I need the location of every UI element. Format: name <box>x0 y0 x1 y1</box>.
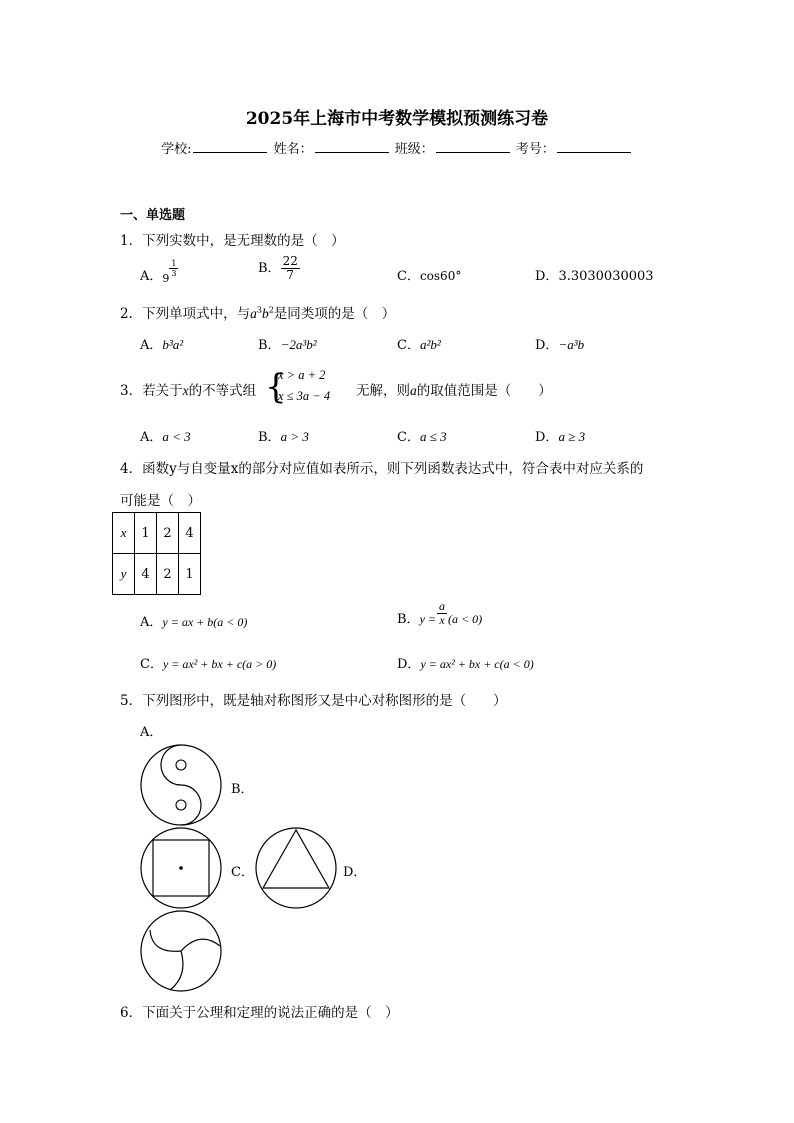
name-label: 姓名： <box>273 142 313 157</box>
q4-option-b[interactable] <box>397 600 482 627</box>
class-blank[interactable] <box>436 140 510 153</box>
q3-option-c[interactable] <box>397 426 447 445</box>
option-label: D． <box>535 338 559 353</box>
value-table <box>112 512 201 595</box>
q3-b-text: a > 3 <box>280 429 309 444</box>
q1-option-b[interactable] <box>258 255 300 282</box>
q4-d-text: y = ax² + bx + c(a < 0) <box>420 657 534 671</box>
q1-b-num: 22 <box>282 254 298 268</box>
q2-c-text: a²b² <box>419 337 441 352</box>
q5-option-b-label[interactable]: B． <box>231 782 254 797</box>
q3-stem-pre: 3．若关于 <box>120 383 183 399</box>
table-cell: 1 <box>135 513 157 554</box>
table-cell: 1 <box>179 554 201 595</box>
q1-b-den: 7 <box>286 268 295 282</box>
q3-stem-post2: 的取值范围是（ ） <box>416 383 552 399</box>
option-label: B． <box>258 261 281 276</box>
q5-option-a-label[interactable]: A． <box>140 725 163 740</box>
q2-option-b[interactable] <box>258 334 317 353</box>
q1-option-c[interactable] <box>397 265 461 284</box>
q2-a-text: b³a² <box>162 337 184 352</box>
option-label: D． <box>535 430 559 445</box>
q3-system-brace: { <box>265 367 287 407</box>
q3-option-a[interactable] <box>140 426 191 445</box>
q2-stem <box>120 302 395 322</box>
q2-option-d[interactable] <box>535 334 584 353</box>
q3-var-x: x <box>182 383 189 398</box>
q2-b-text: −2a³b² <box>280 337 317 352</box>
q5-option-d-label[interactable]: D． <box>343 865 367 880</box>
q4-b-num: a <box>439 599 445 613</box>
q2-var-b: b <box>261 306 269 321</box>
q3-stem-mid: 的不等式组 <box>188 383 257 399</box>
table-row <box>113 554 201 595</box>
q3-option-b[interactable] <box>258 426 309 445</box>
option-label: A． <box>140 615 163 630</box>
q3-c-text: a ≤ 3 <box>419 429 447 444</box>
q2-exp1: 3 <box>256 305 262 315</box>
q1-c-text: cos60° <box>419 269 462 283</box>
q3-system-line-1 <box>278 367 325 383</box>
q2-d-text: −a³b <box>558 337 585 352</box>
q5-option-c-label[interactable]: C． <box>231 865 254 880</box>
q3-system-line-2 <box>278 388 330 404</box>
q4-b-post: (a < 0) <box>448 612 483 626</box>
option-label: B． <box>258 430 281 445</box>
q3-a-text: a < 3 <box>162 429 191 444</box>
q3-var-a: a <box>410 383 417 398</box>
q3-d-text: a ≥ 3 <box>558 429 586 444</box>
q3-stem-pre-block <box>120 379 256 399</box>
page-title: 2025年上海市中考数学模拟预测练习卷 <box>245 109 549 129</box>
q3-stem-post-block <box>356 379 552 399</box>
q4-c-text: y = ax² + bx + c(a > 0) <box>162 657 277 671</box>
name-blank[interactable] <box>315 140 389 153</box>
q4-stem-line-2: 可能是（ ） <box>120 493 201 509</box>
q2-stem-post: 是同类项的是（ ） <box>273 306 396 322</box>
number-label: 考号： <box>515 142 555 157</box>
yin-yang-figure[interactable] <box>140 744 222 826</box>
option-label: C． <box>397 338 420 353</box>
table-cell-y-label <box>113 554 135 595</box>
y-label: y <box>120 566 127 581</box>
q3-stem-post1: 无解，则 <box>356 383 410 399</box>
q1-a-exp-den: 3 <box>171 269 177 278</box>
school-label: 学校: <box>161 142 192 157</box>
q2-option-c[interactable] <box>397 334 441 353</box>
table-cell: 4 <box>135 554 157 595</box>
option-label: B． <box>258 338 281 353</box>
student-info-line <box>0 138 794 157</box>
q1-option-a[interactable] <box>140 259 178 286</box>
q3-sys1-text: x > a + 2 <box>278 368 326 382</box>
section-heading: 一、单选题 <box>120 208 186 223</box>
q4-b-den: x <box>439 613 445 627</box>
q4-option-c[interactable] <box>140 653 276 672</box>
q2-exp2: 2 <box>268 305 274 315</box>
q5-stem: 5．下列图形中，既是轴对称图形又是中心对称图形的是（ ） <box>120 693 507 709</box>
q1-option-d[interactable] <box>535 265 654 284</box>
q1-d-text: 3.3030030003 <box>558 269 654 284</box>
option-label: A． <box>140 430 163 445</box>
school-blank[interactable] <box>193 140 267 153</box>
table-cell-x-label <box>113 513 135 554</box>
table-row <box>113 513 201 554</box>
option-label: C． <box>397 269 420 284</box>
q6-stem: 6．下面关于公理和定理的说法正确的是（ ） <box>120 1005 399 1021</box>
q4-option-a[interactable] <box>140 611 247 630</box>
number-blank[interactable] <box>557 140 631 153</box>
q1-stem: 1．下列实数中，是无理数的是（ ） <box>120 233 345 249</box>
q4-option-d[interactable] <box>397 653 534 672</box>
option-label: C． <box>397 430 420 445</box>
q3-sys2-text: x ≤ 3a − 4 <box>278 389 331 403</box>
q2-stem-pre: 2．下列单项式中，与 <box>120 306 251 322</box>
option-label: D． <box>397 657 421 672</box>
table-cell: 4 <box>179 513 201 554</box>
option-label: B． <box>397 612 420 627</box>
q2-option-a[interactable] <box>140 334 183 353</box>
square-in-circle-figure[interactable] <box>140 827 222 909</box>
x-label: x <box>120 525 127 540</box>
option-label: C． <box>140 657 163 672</box>
q1-a-base: 9 <box>162 272 170 285</box>
q4-b-pre: y = <box>419 612 436 626</box>
table-cell: 2 <box>157 513 179 554</box>
q3-option-d[interactable] <box>535 426 585 445</box>
q4-a-text: y = ax + b(a < 0) <box>162 615 248 629</box>
q2-var-a: a <box>250 306 257 321</box>
option-label: A． <box>140 338 163 353</box>
option-label: A． <box>140 269 163 284</box>
q4-stem-line-1: 4．函数y与自变量x的部分对应值如表所示，则下列函数表达式中，符合表中对应关系的 <box>120 461 644 477</box>
class-label: 班级： <box>394 142 434 157</box>
triangle-in-circle-figure[interactable] <box>255 827 337 909</box>
option-label: D． <box>535 269 559 284</box>
table-cell: 2 <box>157 554 179 595</box>
q1-a-exp-num: 1 <box>171 259 177 268</box>
triple-swirl-figure[interactable] <box>140 910 222 992</box>
